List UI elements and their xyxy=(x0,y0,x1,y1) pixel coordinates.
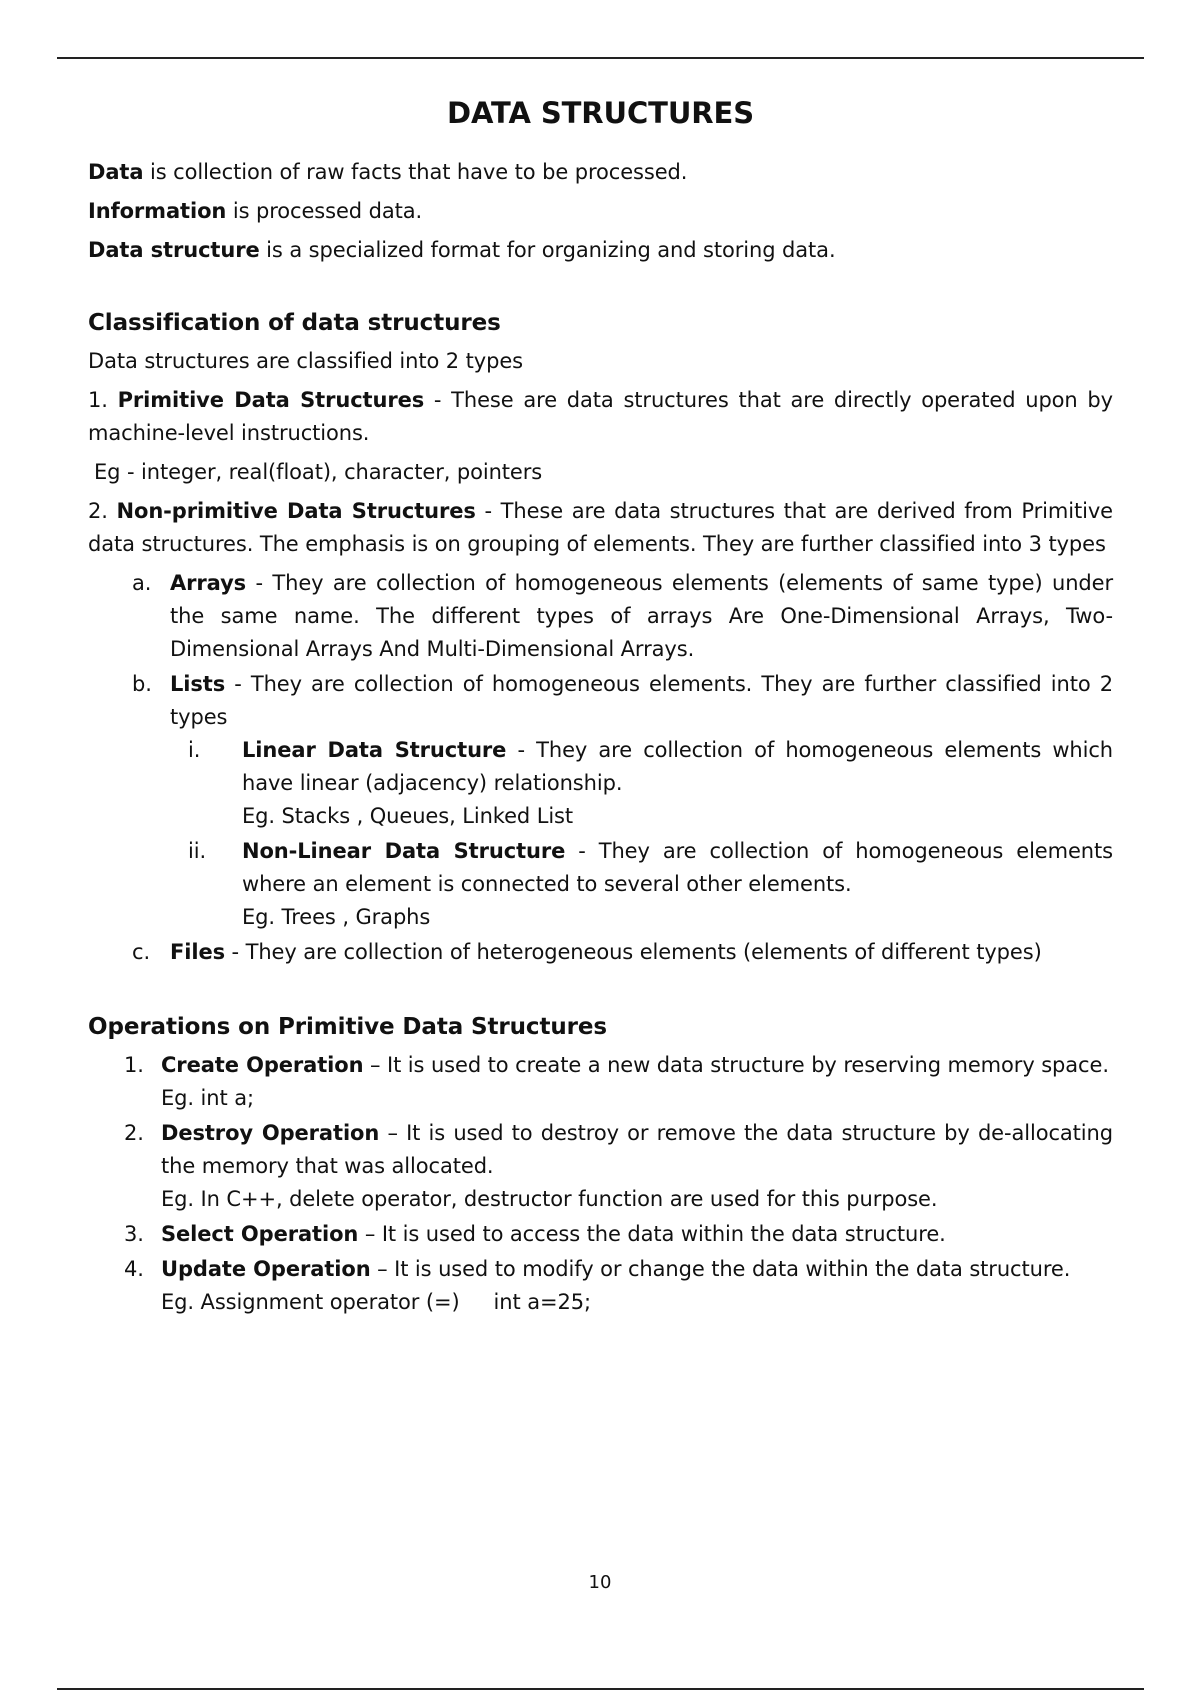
primitive-paragraph xyxy=(88,384,1113,450)
item-number: 1. xyxy=(88,388,118,412)
section-spacer xyxy=(88,971,1113,1009)
list-item-text: - They are collection of homogeneous elements (elements of same type) under the same name. The different types of arrays Are One-Dimensional Arrays, Two-Dimensional Arrays And Multi-Dimensional Arrays. xyxy=(170,571,1113,661)
list-subtypes xyxy=(170,734,1113,934)
list-item-arrays xyxy=(88,567,1113,666)
operation-example: Eg. Assignment operator (=) xyxy=(161,1290,460,1314)
list-item-text: - They are collection of homogeneous elements. They are further classified into 2 types xyxy=(170,672,1113,729)
list-item-nonlinear xyxy=(170,835,1113,934)
list-item-term: Files xyxy=(170,940,225,964)
primitive-example: Eg - integer, real(float), character, pointers xyxy=(94,460,543,484)
definition-term: Data structure xyxy=(88,238,260,262)
operation-text: – It is used to create a new data structure by reserving memory space. xyxy=(363,1053,1109,1077)
list-marker: a. xyxy=(132,571,152,595)
primitive-text: - These are data structures that are directly operated upon by machine-level instructions. xyxy=(88,388,1113,445)
operation-term: Destroy Operation xyxy=(161,1121,380,1145)
operation-update xyxy=(88,1253,1113,1319)
classification-intro: Data structures are classified into 2 types xyxy=(88,349,523,373)
operation-example: Eg. In C++, delete operator, destructor function are used for this purpose. xyxy=(161,1187,938,1211)
list-item-files xyxy=(88,936,1113,969)
list-item-term: Non-Linear Data Structure xyxy=(242,839,566,863)
operation-text: – It is used to destroy or remove the data structure by de-allocating the memory that was allocated. xyxy=(161,1121,1113,1178)
nonprimitive-term: Non-primitive Data Structures xyxy=(116,499,476,523)
nonprimitive-paragraph xyxy=(88,495,1113,561)
definition-text: is collection of raw facts that have to be processed. xyxy=(143,160,688,184)
operation-text: – It is used to modify or change the data within the data structure. xyxy=(370,1257,1071,1281)
nonprimitive-types-list xyxy=(88,567,1113,969)
definition-information xyxy=(88,195,1113,228)
list-item-linear xyxy=(170,734,1113,833)
list-item-text: - They are collection of heterogeneous elements (elements of different types) xyxy=(224,940,1042,964)
operation-example-code: int a=25; xyxy=(493,1290,591,1314)
item-number: 2. xyxy=(88,499,117,523)
list-marker: 3. xyxy=(124,1222,144,1246)
list-item-example: Eg. Stacks , Queues, Linked List xyxy=(242,804,574,828)
definition-term: Information xyxy=(88,199,227,223)
list-marker: ii. xyxy=(188,839,207,863)
classification-heading: Classification of data structures xyxy=(88,310,501,336)
list-marker: 4. xyxy=(124,1257,144,1281)
definition-data-structure xyxy=(88,234,1113,267)
list-marker: b. xyxy=(132,672,152,696)
header-rule xyxy=(57,57,1144,59)
operations-heading: Operations on Primitive Data Structures xyxy=(88,1014,607,1040)
operation-create xyxy=(88,1049,1113,1115)
footer-rule xyxy=(57,1688,1144,1690)
document-body xyxy=(88,88,1113,1327)
list-item-text: - They are collection of homogeneous elements where an element is connected to several other elements. xyxy=(242,839,1113,896)
list-marker: 2. xyxy=(124,1121,144,1145)
primitive-term: Primitive Data Structures xyxy=(117,388,425,412)
page-title: DATA STRUCTURES xyxy=(446,96,755,130)
operation-example: Eg. int a; xyxy=(161,1086,254,1110)
list-item-term: Linear Data Structure xyxy=(242,738,507,762)
definition-data xyxy=(88,156,1113,189)
list-item-term: Lists xyxy=(170,672,226,696)
operation-term: Select Operation xyxy=(161,1222,359,1246)
list-item-example: Eg. Trees , Graphs xyxy=(242,905,431,929)
definition-text: is a specialized format for organizing and storing data. xyxy=(259,238,836,262)
operation-text: – It is used to access the data within the data structure. xyxy=(358,1222,946,1246)
list-item-lists xyxy=(88,668,1113,934)
page-number: 10 xyxy=(588,1572,612,1593)
operation-example-row xyxy=(161,1286,1113,1319)
nonprimitive-text: - These are data structures that are derived from Primitive data structures. The emphasis is on grouping of elements. They are further classified into 3 types xyxy=(88,499,1113,556)
operation-term: Update Operation xyxy=(161,1257,371,1281)
list-marker: c. xyxy=(132,940,151,964)
operation-select xyxy=(88,1218,1113,1251)
definition-text: is processed data. xyxy=(226,199,423,223)
list-item-term: Arrays xyxy=(170,571,247,595)
list-marker: i. xyxy=(188,738,201,762)
operations-list xyxy=(88,1049,1113,1319)
operation-destroy xyxy=(88,1117,1113,1216)
list-item-text: - They are collection of homogeneous elements which have linear (adjacency) relationship. xyxy=(242,738,1114,795)
definition-term: Data xyxy=(88,160,144,184)
operation-term: Create Operation xyxy=(161,1053,364,1077)
list-marker: 1. xyxy=(124,1053,144,1077)
